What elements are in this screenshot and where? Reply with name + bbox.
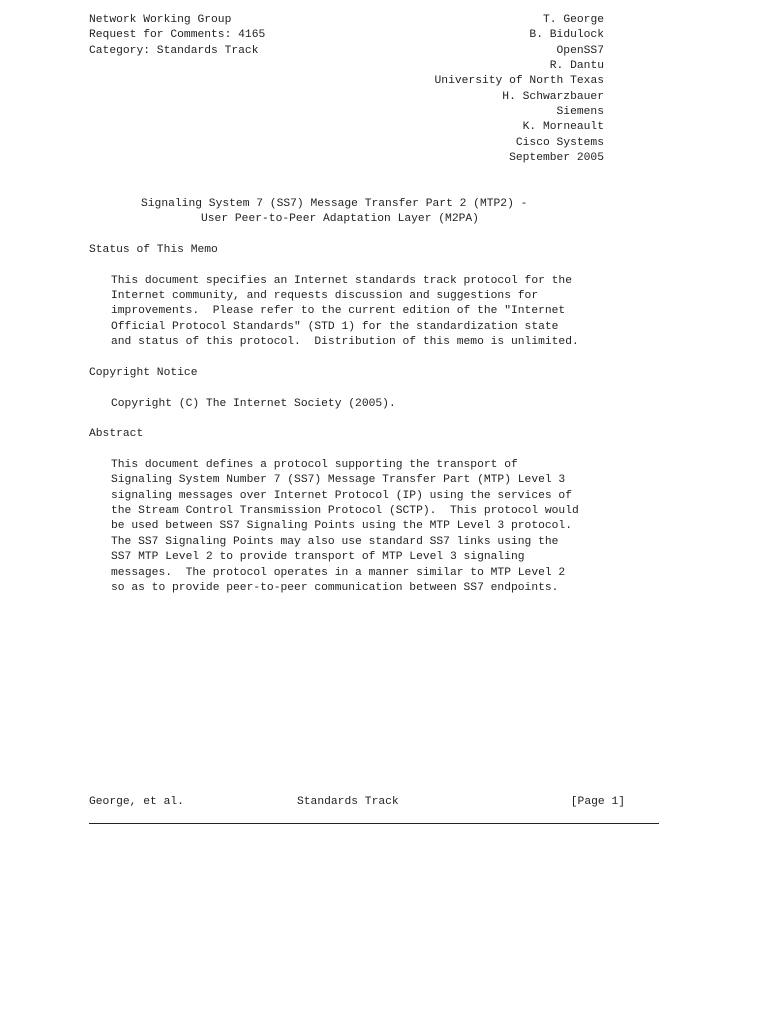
header-author-line: B. Bidulock xyxy=(529,29,604,41)
header-working-group: Network Working Group xyxy=(89,14,232,26)
abstract-text-line: signaling messages over Internet Protocol (IP) using the services of xyxy=(111,490,572,502)
abstract-text-line: be used between SS7 Signaling Points using the MTP Level 3 protocol. xyxy=(111,520,572,532)
header-author-line: Siemens xyxy=(556,106,604,118)
page-separator-rule xyxy=(89,823,659,824)
header-author-line: University of North Texas xyxy=(434,75,604,87)
abstract-text-line: so as to provide peer-to-peer communication between SS7 endpoints. xyxy=(111,582,559,594)
footer-page-number: [Page 1] xyxy=(570,796,625,808)
header-date: September 2005 xyxy=(509,152,604,164)
status-text-line: improvements. Please refer to the current edition of the "Internet xyxy=(111,305,566,317)
footer-category: Standards Track xyxy=(297,796,399,808)
section-heading-copyright: Copyright Notice xyxy=(89,367,198,379)
header-author-line: H. Schwarzbauer xyxy=(502,91,604,103)
document-title-line-1: Signaling System 7 (SS7) Message Transfer Part 2 (MTP2) - xyxy=(141,198,528,210)
header-category: Category: Standards Track xyxy=(89,45,259,57)
document-title-line-2: User Peer-to-Peer Adaptation Layer (M2PA) xyxy=(201,213,479,225)
status-text-line: Internet community, and requests discussion and suggestions for xyxy=(111,290,539,302)
header-author-line: T. George xyxy=(542,14,604,26)
abstract-text-line: SS7 MTP Level 2 to provide transport of MTP Level 3 signaling xyxy=(111,551,525,563)
copyright-text-line: Copyright (C) The Internet Society (2005). xyxy=(111,398,396,410)
abstract-text-line: This document defines a protocol supporting the transport of xyxy=(111,459,518,471)
section-heading-status: Status of This Memo xyxy=(89,244,218,256)
abstract-text-line: the Stream Control Transmission Protocol (SCTP). This protocol would xyxy=(111,505,579,517)
status-text-line: This document specifies an Internet standards track protocol for the xyxy=(111,275,572,287)
abstract-text-line: The SS7 Signaling Points may also use standard SS7 links using the xyxy=(111,536,559,548)
header-author-line: OpenSS7 xyxy=(556,45,604,57)
header-author-line: K. Morneault xyxy=(522,121,604,133)
header-rfc-number: Request for Comments: 4165 xyxy=(89,29,266,41)
status-text-line: and status of this protocol. Distribution of this memo is unlimited. xyxy=(111,336,579,348)
header-author-line: Cisco Systems xyxy=(515,137,604,149)
section-heading-abstract: Abstract xyxy=(89,428,144,440)
footer-authors: George, et al. xyxy=(89,796,184,808)
abstract-text-line: Signaling System Number 7 (SS7) Message Transfer Part (MTP) Level 3 xyxy=(111,474,566,486)
abstract-text-line: messages. The protocol operates in a manner similar to MTP Level 2 xyxy=(111,567,566,579)
status-text-line: Official Protocol Standards" (STD 1) for the standardization state xyxy=(111,321,559,333)
header-author-line: R. Dantu xyxy=(549,60,604,72)
